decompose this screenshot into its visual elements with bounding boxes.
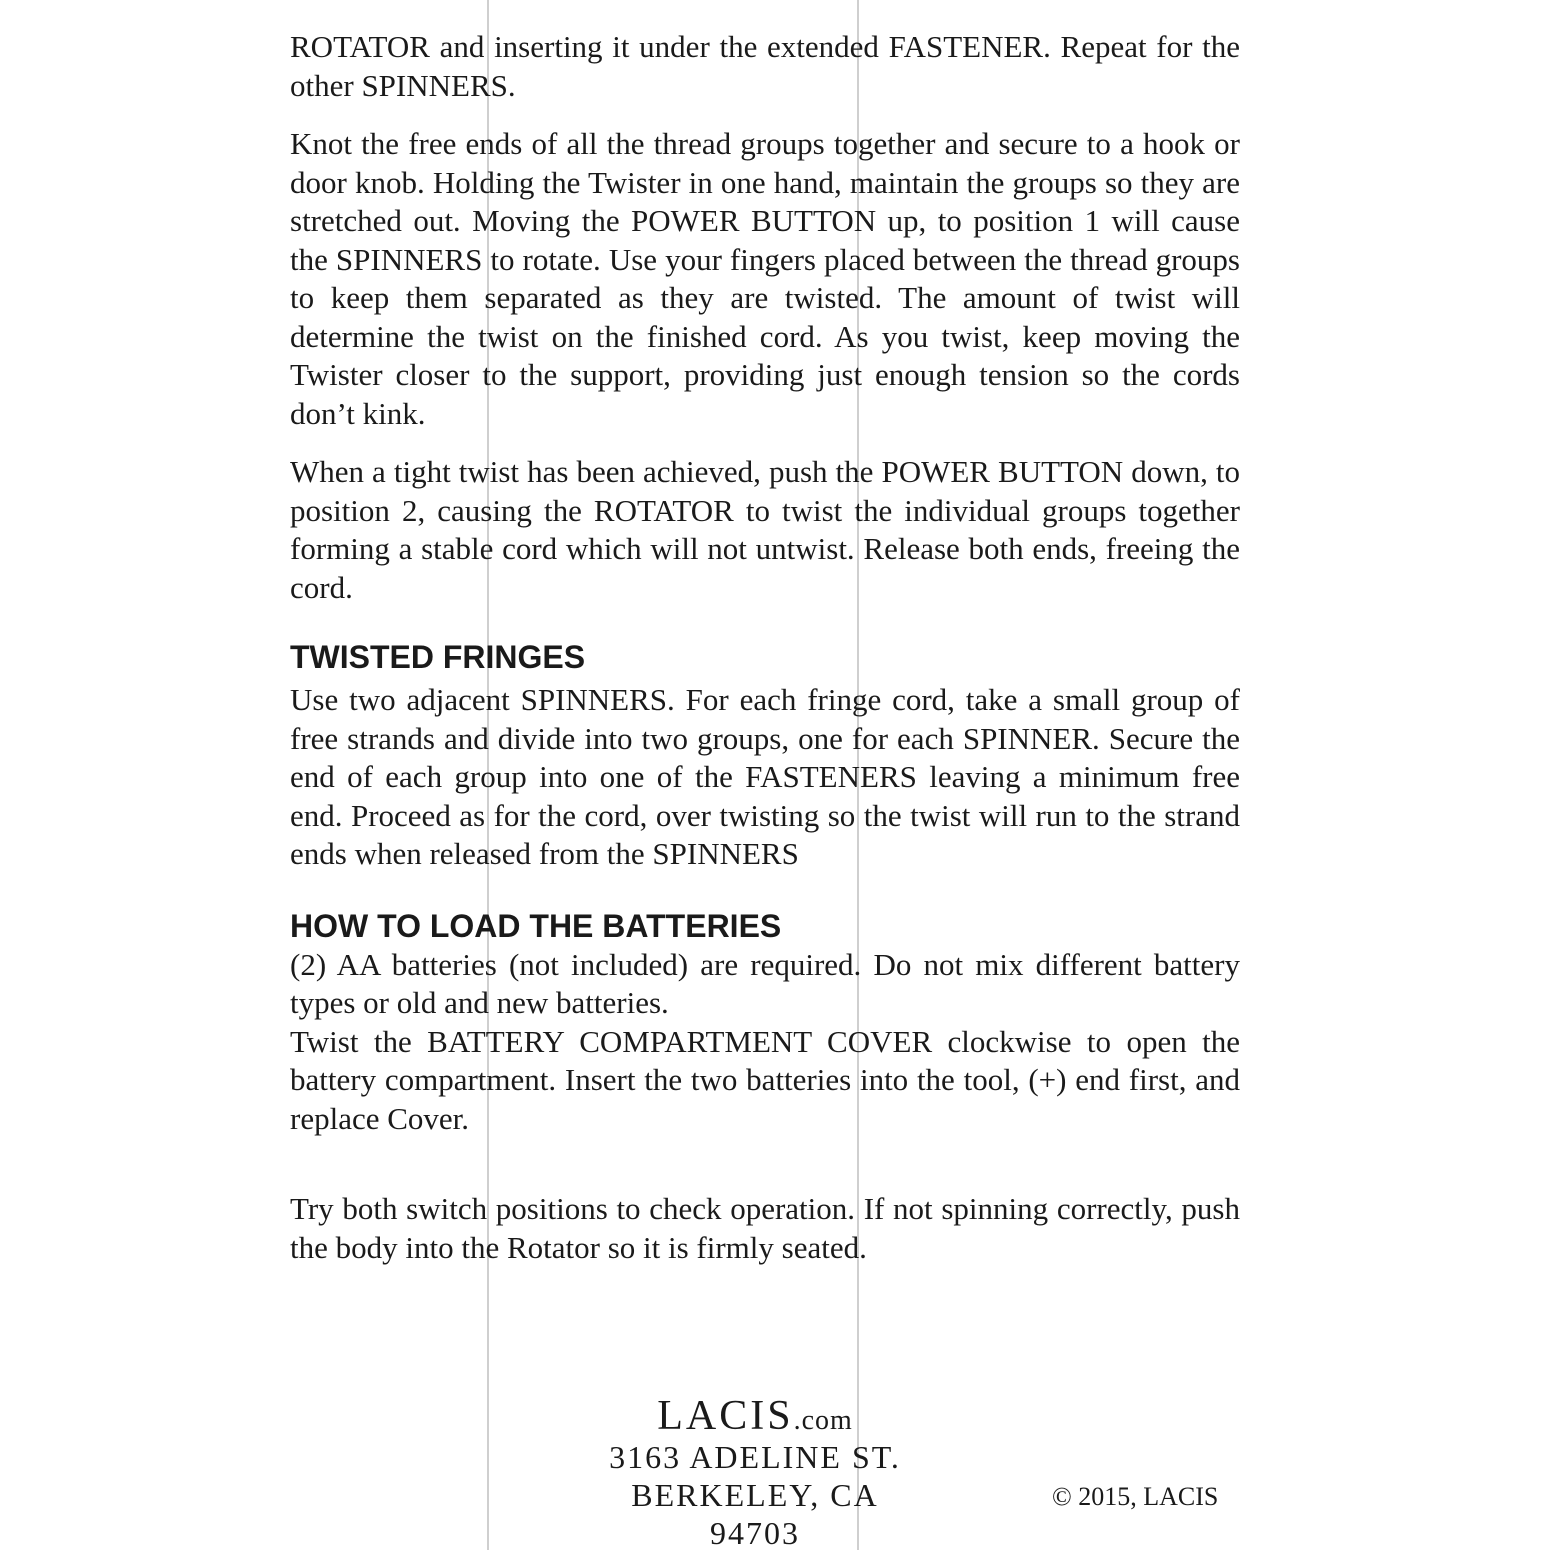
paragraph-twisted-fringes: Use two adjacent SPINNERS. For each fringe cord, take a small group of free strands and divide into two groups, one for each SPINNER. Secure the end of each group into one of the FASTENERS leaving a minimum free end. Proceed as for the cord, over twisting so the twist will run to the strand ends when released from the SPINNERS bbox=[290, 682, 1240, 871]
paragraph-battery-instructions: Twist the BATTERY COMPARTMENT COVER clockwise to open the battery compartment. Insert the two batteries into the tool, (+) end first, and replace Cover. bbox=[290, 1023, 1240, 1136]
paragraph-tight-twist: When a tight twist has been achieved, push the POWER BUTTON down, to position 2, causing the ROTATOR to twist the individual groups together forming a stable cord which will not untwist. Release both ends, freeing the cord. bbox=[290, 454, 1240, 605]
street-address: 3163 ADELINE ST. bbox=[609, 1439, 901, 1475]
city-address: BERKELEY, CA 94703 bbox=[631, 1477, 879, 1551]
brand-name: LACIS bbox=[657, 1393, 794, 1439]
heading-twisted-fringes: TWISTED FRINGES bbox=[290, 639, 586, 675]
paragraph-knot-threads: Knot the free ends of all the thread groups together and secure to a hook or door knob. Holding the Twister in one hand, maintain the groups so they are stretched out. Moving the POWER BUTTON up, to position 1 will cause the SPINNERS to rotate. Use your fingers placed between the thread groups to keep them separated as they are twisted. The amount of twist will determine the twist on the finished cord. As you twist, keep moving the Twister closer to the support, providing just enough tension so the cords don’t kink. bbox=[290, 126, 1240, 431]
instruction-text bbox=[290, 28, 1240, 1267]
brand-domain: .com bbox=[793, 1405, 853, 1436]
paragraph-battery-requirements: (2) AA batteries (not included) are required. Do not mix different battery types or old and new batteries. bbox=[290, 946, 1240, 1020]
paragraph-check-operation: Try both switch positions to check operation. If not spinning correctly, push the body into the Rotator so it is firmly seated. bbox=[290, 1191, 1240, 1265]
heading-load-batteries: HOW TO LOAD THE BATTERIES bbox=[290, 907, 782, 944]
copyright-notice: © 2015, LACIS bbox=[1052, 1482, 1219, 1511]
paragraph-rotator: ROTATOR and inserting it under the extended FASTENER. Repeat for the other SPINNERS. bbox=[290, 29, 1240, 103]
